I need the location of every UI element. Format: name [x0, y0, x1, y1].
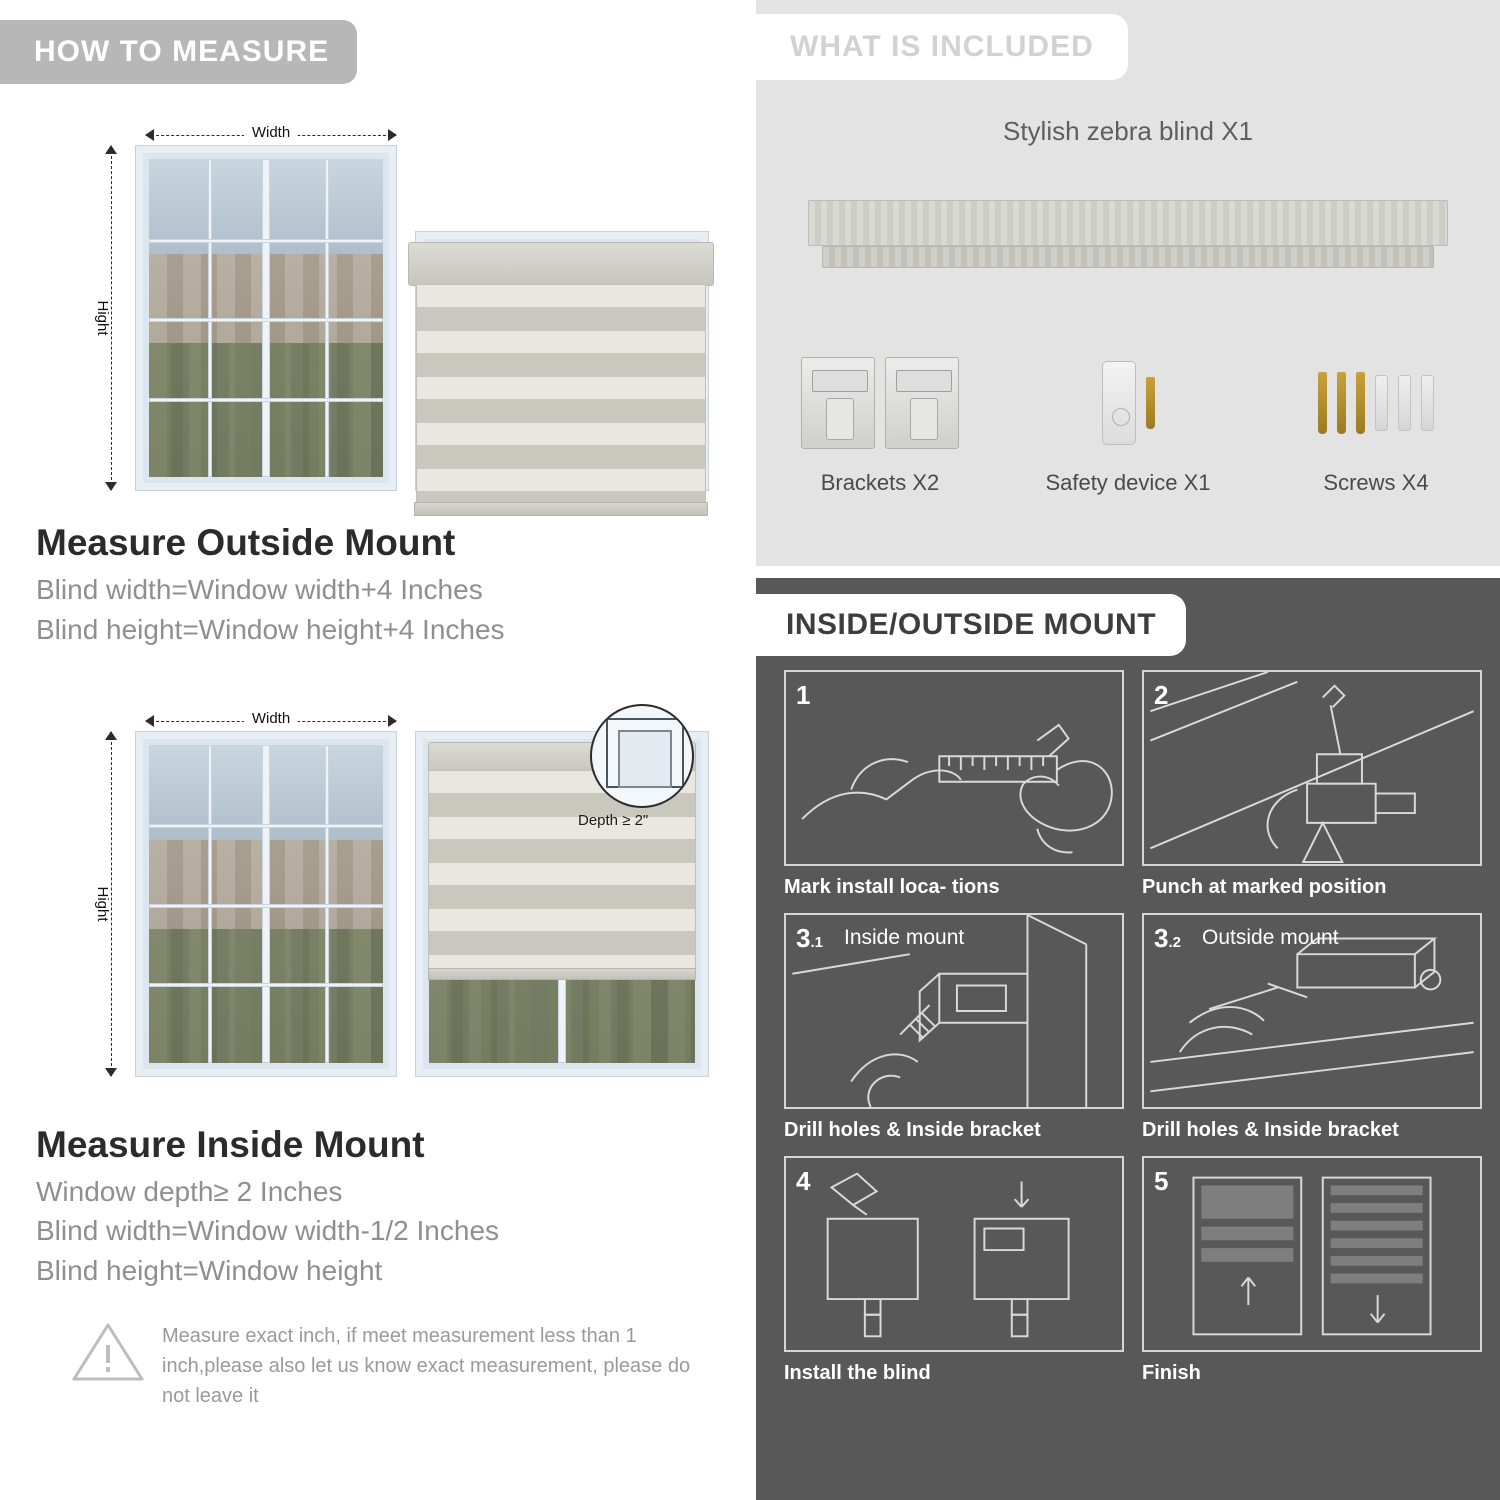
depth-callout: [578, 704, 694, 829]
inside-mount-line3: Blind height=Window height: [36, 1255, 383, 1286]
safety-device-icon: [1004, 348, 1252, 458]
part-safety-caption: Safety device X1: [1045, 470, 1211, 495]
part-brackets-caption: Brackets X2: [820, 470, 940, 495]
install-step-2-caption: Punch at marked position: [1142, 876, 1387, 898]
step-3-1-inline-label: Inside mount: [844, 926, 965, 949]
install-steps-row-3: [784, 1156, 1482, 1385]
step-3-1-number: 3: [796, 923, 811, 953]
part-brackets: [756, 348, 1004, 496]
step-1-number: 1: [796, 680, 811, 710]
window-illustration: [136, 146, 396, 490]
outside-mount-diagram: [36, 112, 708, 512]
install-steps: [756, 656, 1500, 1385]
outside-mount-block: [0, 84, 744, 650]
outside-height-dimension: [94, 146, 122, 490]
blind-headrail: [408, 242, 714, 286]
blind-fabric: [416, 284, 706, 506]
screw-icon: [1252, 348, 1500, 458]
install-step-3-1: [784, 913, 1124, 1142]
drill-sketch: [1144, 672, 1480, 864]
step-3-1-subnumber: .1: [810, 934, 823, 951]
install-step-1: [784, 670, 1124, 899]
warning-icon: [72, 1321, 144, 1383]
step-2-number: 2: [1154, 680, 1169, 710]
what-is-included-panel: [756, 0, 1500, 566]
depth-callout-circle: [590, 704, 694, 808]
zebra-blind-headrail-illustration: [808, 200, 1448, 272]
install-step-2: [1142, 670, 1482, 899]
step-5-number: 5: [1154, 1166, 1169, 1196]
included-parts-row: [756, 348, 1500, 496]
measuring-hands-sketch: [786, 672, 1122, 864]
inside-height-label: Hight: [94, 880, 111, 927]
install-step-4: [784, 1156, 1124, 1385]
install-step-5: [1142, 1156, 1482, 1385]
how-to-measure-header: HOW TO MEASURE: [0, 20, 357, 84]
install-step-5-caption: Finish: [1142, 1362, 1201, 1384]
inside-width-label: Width: [244, 710, 298, 727]
included-main-item: Stylish zebra blind X1: [1002, 116, 1254, 146]
inside-width-dimension: [146, 709, 396, 732]
outside-width-label: Width: [244, 124, 298, 141]
outside-height-label: Hight: [94, 294, 111, 341]
install-step-3-2: [1142, 913, 1482, 1142]
inside-mount-title: Measure Inside Mount: [36, 1123, 425, 1165]
inside-outside-mount-panel: [756, 578, 1500, 1500]
inside-mount-line1: Window depth≥ 2 Inches: [36, 1175, 343, 1207]
finished-blinds-sketch: [1144, 1158, 1480, 1350]
install-step-4-caption: Install the blind: [784, 1362, 931, 1384]
part-safety-device: [1004, 348, 1252, 496]
window-illustration-inside: [136, 732, 396, 1076]
inside-outside-mount-header: INSIDE/OUTSIDE MOUNT: [756, 594, 1186, 656]
install-step-3-2-caption: Drill holes & Inside bracket: [1142, 1119, 1399, 1141]
inside-blind-bottom-rail: [428, 968, 696, 980]
inside-height-dimension: [94, 732, 122, 1076]
part-screws-caption: Screws X4: [1323, 470, 1429, 495]
how-to-measure-panel: [0, 0, 744, 1500]
install-step-3-1-caption: Drill holes & Inside bracket: [784, 1119, 1041, 1141]
measure-note-text: Measure exact inch, if meet measurement less than 1 inch,please also let us know exact measurement, please do not leave it: [162, 1324, 691, 1407]
depth-callout-label: Depth ≥ 2": [578, 811, 649, 829]
install-steps-row-2: [784, 913, 1482, 1142]
outside-mount-line1: Blind width=Window width+4 Inches: [36, 574, 483, 605]
inside-mount-line2: Blind width=Window width-1/2 Inches: [36, 1215, 500, 1247]
step-3-2-number: 3: [1154, 923, 1169, 953]
install-blind-sketch: [786, 1158, 1122, 1350]
outside-mount-title: Measure Outside Mount: [36, 522, 456, 563]
what-is-included-header: WHAT IS INCLUDED: [756, 14, 1128, 80]
bracket-icon: [756, 348, 1004, 458]
install-steps-row-1: [784, 670, 1482, 899]
blind-bottom-rail: [414, 502, 708, 516]
inside-mount-block: [0, 650, 744, 1291]
outside-mount-line2: Blind height=Window height+4 Inches: [36, 613, 505, 645]
step-3-2-inline-label: Outside mount: [1202, 926, 1339, 949]
step-4-number: 4: [796, 1166, 811, 1196]
measure-note: [72, 1321, 708, 1411]
inside-mount-diagram: [36, 698, 708, 1098]
outside-width-dimension: [146, 126, 396, 146]
install-step-1-caption: Mark install loca- tions: [784, 876, 1000, 898]
step-3-2-subnumber: .2: [1168, 934, 1181, 951]
right-column: [744, 0, 1500, 1500]
part-screws: [1252, 348, 1500, 496]
